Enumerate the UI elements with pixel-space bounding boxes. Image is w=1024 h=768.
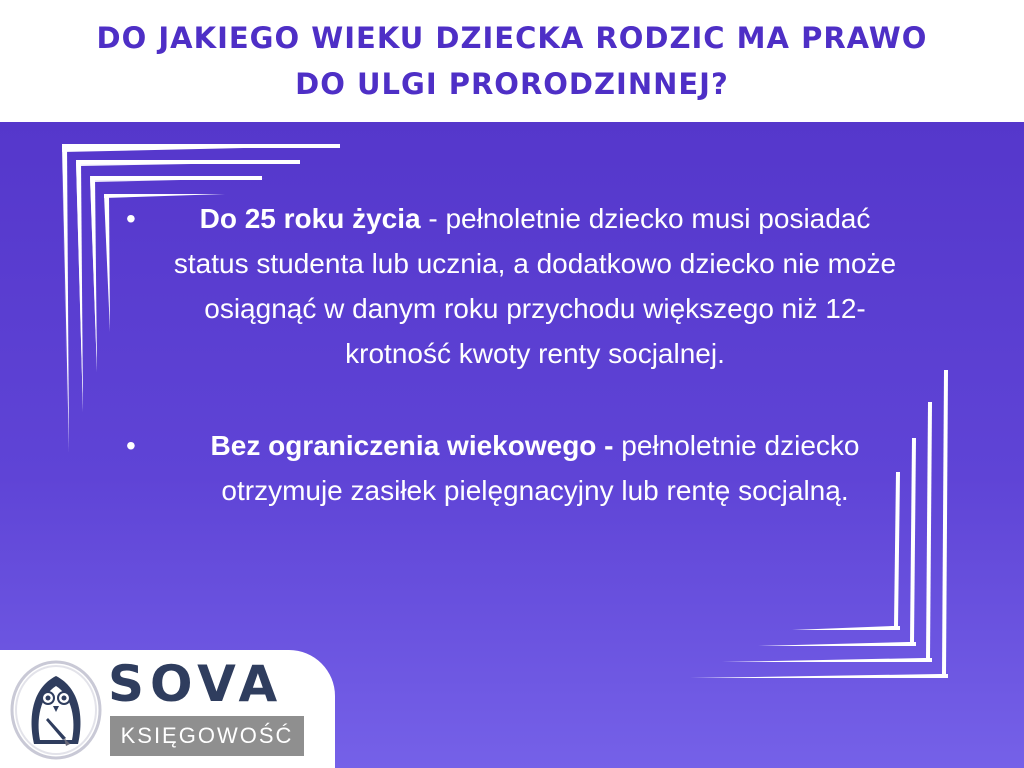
frame-stroke-3 — [62, 144, 69, 452]
title-line-1: DO JAKIEGO WIEKU DZIECKA RODZIC MA PRAWO — [96, 21, 928, 55]
frame-stroke-13 — [690, 674, 948, 678]
item-heading: Bez ograniczenia wiekowego - — [210, 430, 614, 461]
frame-stroke-5 — [78, 160, 300, 164]
frame-stroke-2 — [64, 144, 340, 148]
item-heading: Do 25 roku życia — [199, 203, 421, 234]
frame-stroke-12 — [942, 370, 948, 674]
bullet-list — [110, 196, 900, 513]
brand-subtitle: KSIĘGOWOŚĆ — [110, 716, 304, 756]
frame-stroke-17 — [758, 642, 916, 646]
frame-stroke-19 — [792, 626, 900, 630]
bullet-dot-icon: • — [126, 203, 136, 234]
bullet-dot-icon: • — [126, 430, 136, 461]
frame-stroke-15 — [722, 658, 932, 662]
brand-logo — [0, 650, 335, 768]
frame-stroke-16 — [910, 438, 916, 642]
page-title — [77, 15, 948, 107]
list-item — [110, 196, 900, 376]
brand-name: SOVA — [108, 655, 284, 713]
item-text: pełnoletnie dziecko otrzymuje zasiłek pielęgnacyjny lub rentę socjalną. — [221, 430, 860, 506]
header — [0, 0, 1024, 122]
title-line-2: DO ULGI PRORODZINNEJ? — [295, 67, 729, 101]
item-text: - pełnoletnie dziecko musi posiadać status studenta lub ucznia, a dodatkowo dziecko nie może osiągnąć w danym roku przychodu większego niż 12-krotność kwoty renty socjalnej. — [173, 203, 897, 369]
owl-icon — [8, 658, 104, 762]
frame-stroke-8 — [92, 176, 262, 180]
list-item — [110, 423, 900, 513]
frame-stroke-14 — [926, 402, 932, 658]
